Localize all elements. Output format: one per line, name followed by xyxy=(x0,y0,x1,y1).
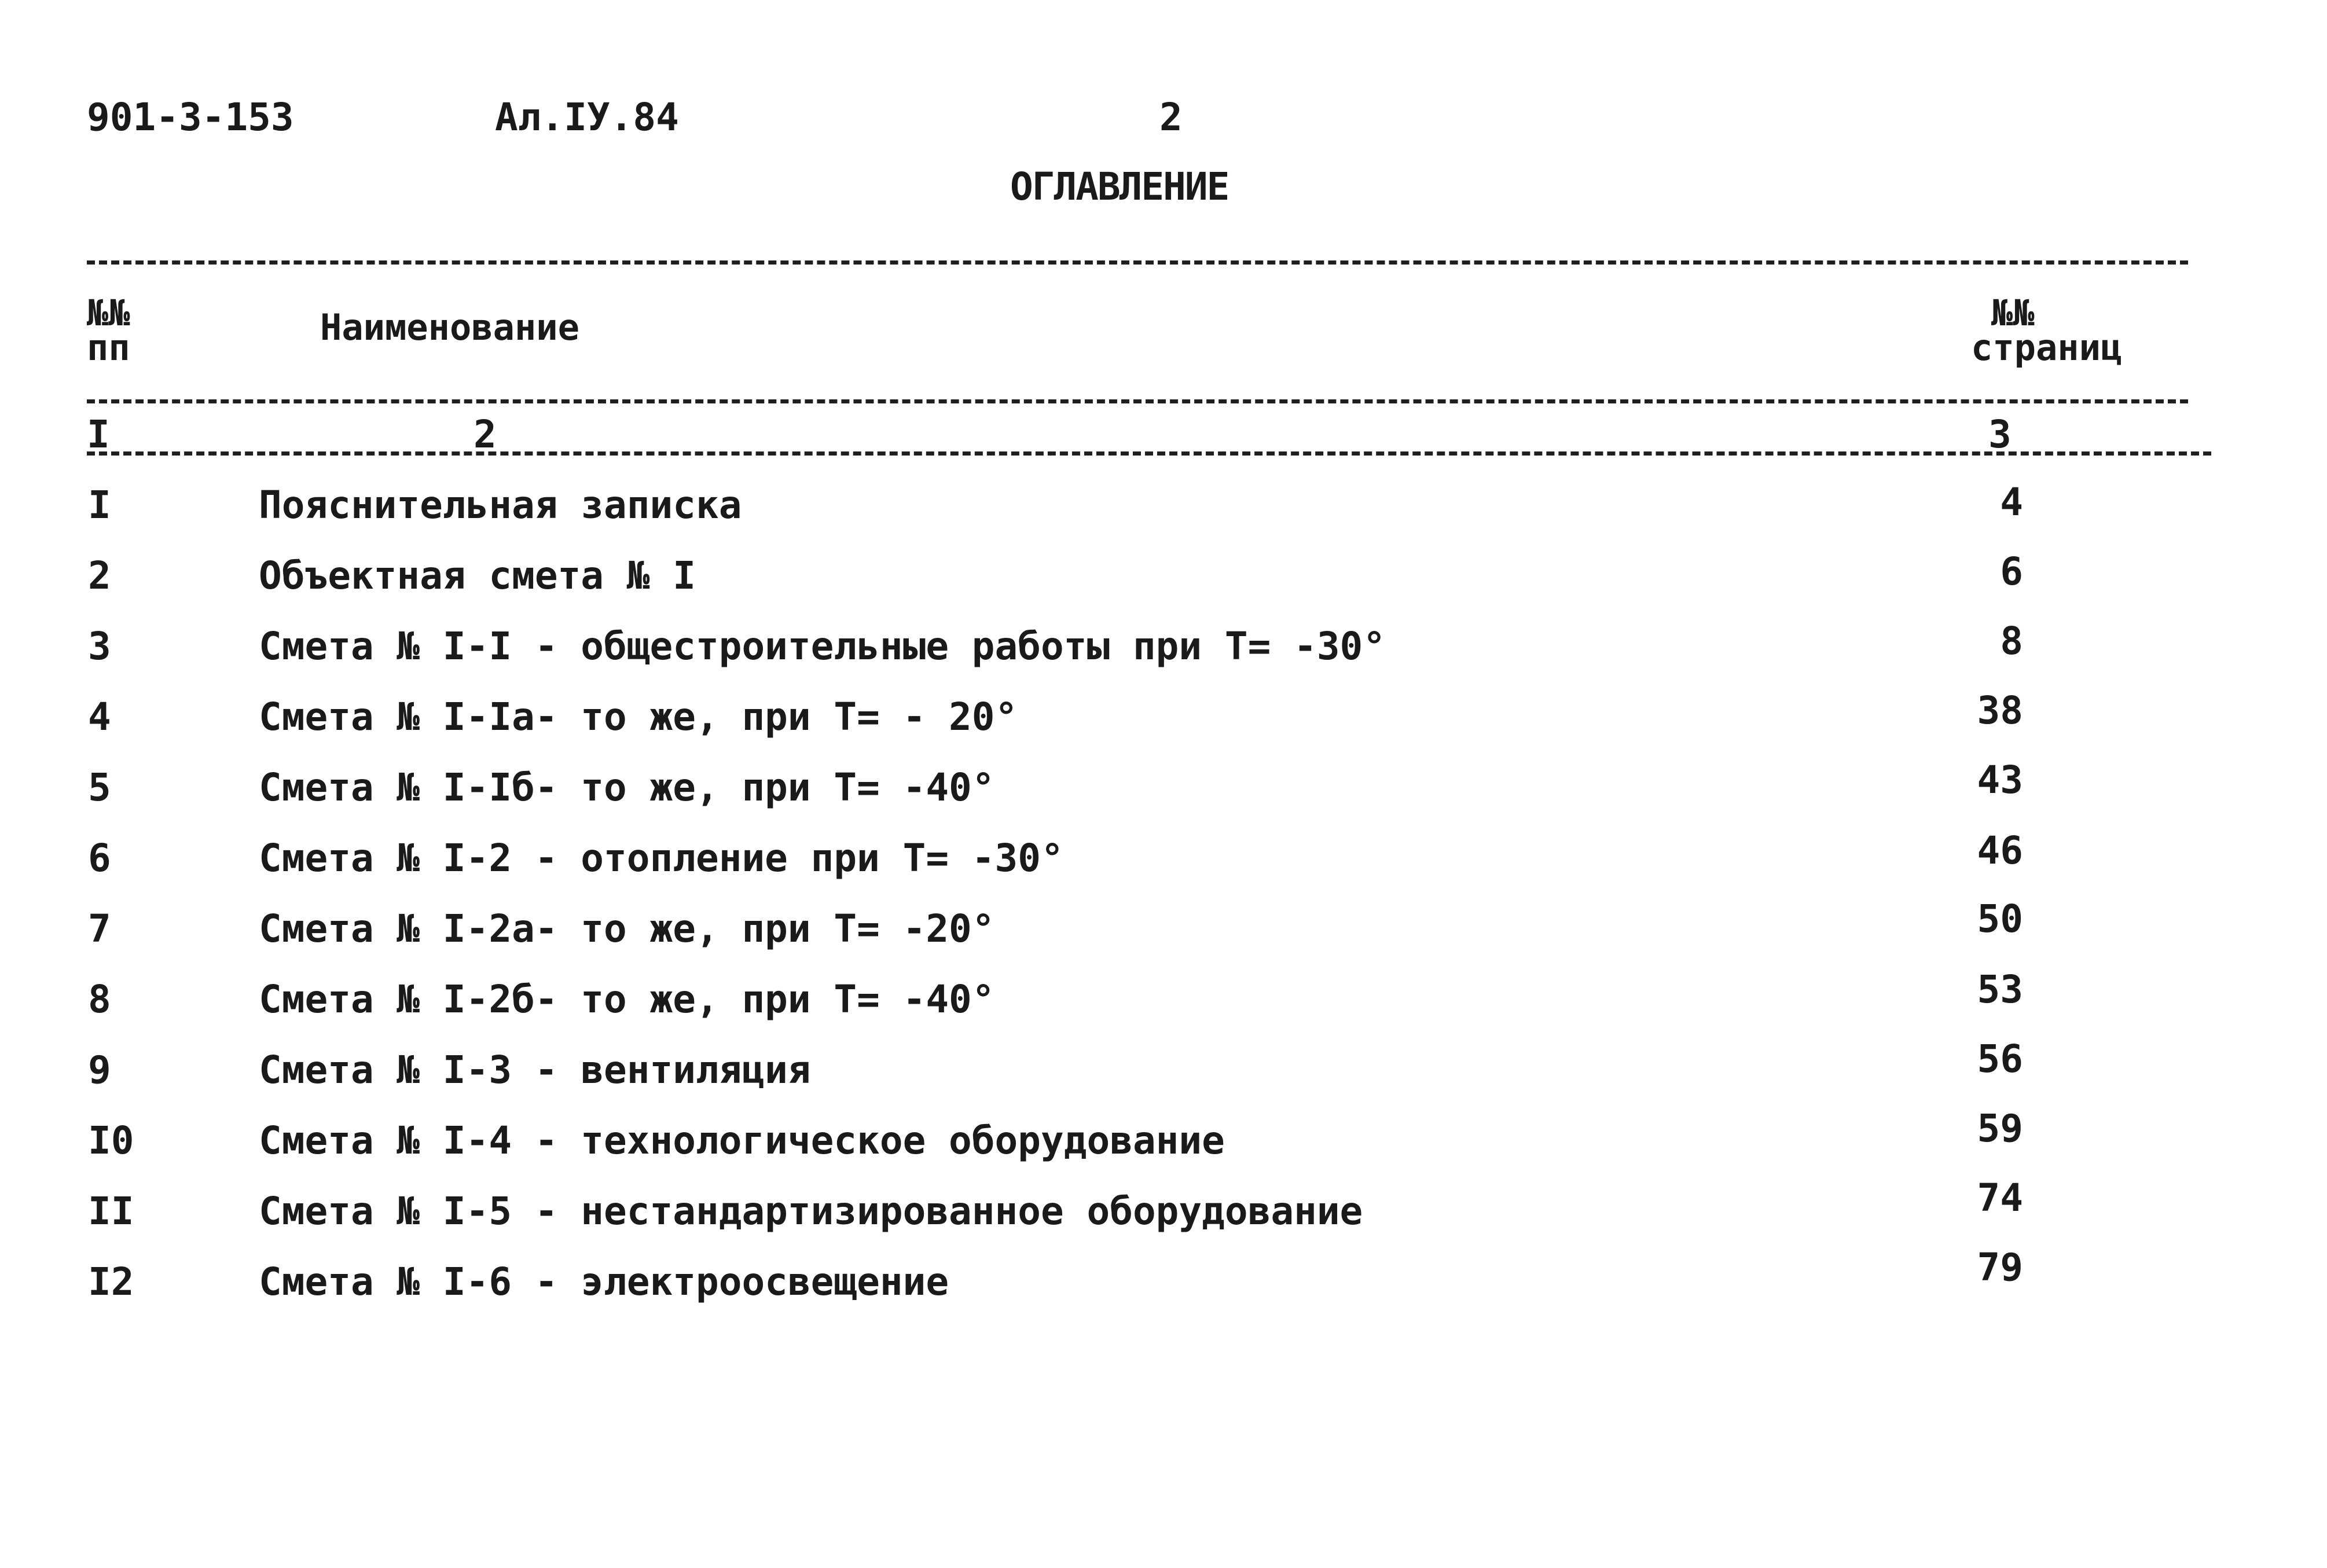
row-page: 46 xyxy=(1977,828,2023,873)
row-page: 38 xyxy=(1977,688,2023,733)
row-page: 79 xyxy=(1977,1245,2023,1290)
row-page: 59 xyxy=(1977,1106,2023,1151)
row-name: Смета № I-I - общестроительные работы при Т= -30° xyxy=(259,624,1386,669)
row-name: Смета № I-2а- то же, при Т= -20° xyxy=(259,906,995,951)
row-page: 8 xyxy=(2000,619,2023,663)
row-page: 50 xyxy=(1977,897,2023,941)
row-number: 9 xyxy=(88,1048,111,1092)
column-index-3: 3 xyxy=(1988,412,2012,457)
row-number: 7 xyxy=(88,906,111,951)
column-index-2: 2 xyxy=(474,412,497,457)
row-number: 3 xyxy=(88,624,111,669)
row-page: 56 xyxy=(1977,1037,2023,1081)
row-name: Смета № I-2б- то же, при Т= -40° xyxy=(259,977,995,1022)
row-page: 43 xyxy=(1977,758,2023,802)
row-number: 4 xyxy=(88,695,111,739)
row-page: 4 xyxy=(2000,480,2023,524)
row-name: Смета № I-Iа- то же, при Т= - 20° xyxy=(259,695,1018,739)
row-page: 6 xyxy=(2000,549,2023,594)
column-number-sign: №№ xyxy=(87,292,130,334)
document-code: 901-3-153 xyxy=(87,95,294,139)
row-name: Объектная смета № I xyxy=(259,553,696,598)
row-number: 5 xyxy=(88,765,111,810)
row-number: 6 xyxy=(88,836,111,880)
table-top-divider xyxy=(87,260,2188,265)
column-name-header: Наименование xyxy=(320,306,579,348)
column-pages-label: страниц xyxy=(1971,326,2123,369)
page-title: ОГЛАВЛЕНИЕ xyxy=(1010,164,1229,209)
row-number: 2 xyxy=(88,553,111,598)
album-number: Ал.IУ.84 xyxy=(495,95,679,139)
column-pages-sign: №№ xyxy=(1991,292,2035,334)
row-number: 8 xyxy=(88,977,111,1022)
row-name: Смета № I-5 - нестандартизированное оборудование xyxy=(259,1189,1363,1233)
row-number: I xyxy=(88,483,111,527)
row-number: I2 xyxy=(88,1259,134,1304)
row-page: 74 xyxy=(1977,1176,2023,1220)
column-number-label: пп xyxy=(87,326,130,369)
row-name: Смета № I-6 - электроосвещение xyxy=(259,1259,949,1304)
row-name: Смета № I-2 - отопление при Т= -30° xyxy=(259,836,1064,880)
row-name: Смета № I-Iб- то же, при Т= -40° xyxy=(259,765,995,810)
page-number: 2 xyxy=(1159,95,1183,139)
row-name: Смета № I-4 - технологическое оборудование xyxy=(259,1118,1225,1163)
column-index-1: I xyxy=(87,412,110,457)
row-number: II xyxy=(88,1189,134,1233)
row-name: Смета № I-3 - вентиляция xyxy=(259,1048,811,1092)
row-page: 53 xyxy=(1977,967,2023,1012)
row-number: I0 xyxy=(88,1118,134,1163)
table-header-divider xyxy=(87,399,2188,403)
table-index-divider xyxy=(87,451,2211,456)
row-name: Пояснительная записка xyxy=(259,483,742,527)
